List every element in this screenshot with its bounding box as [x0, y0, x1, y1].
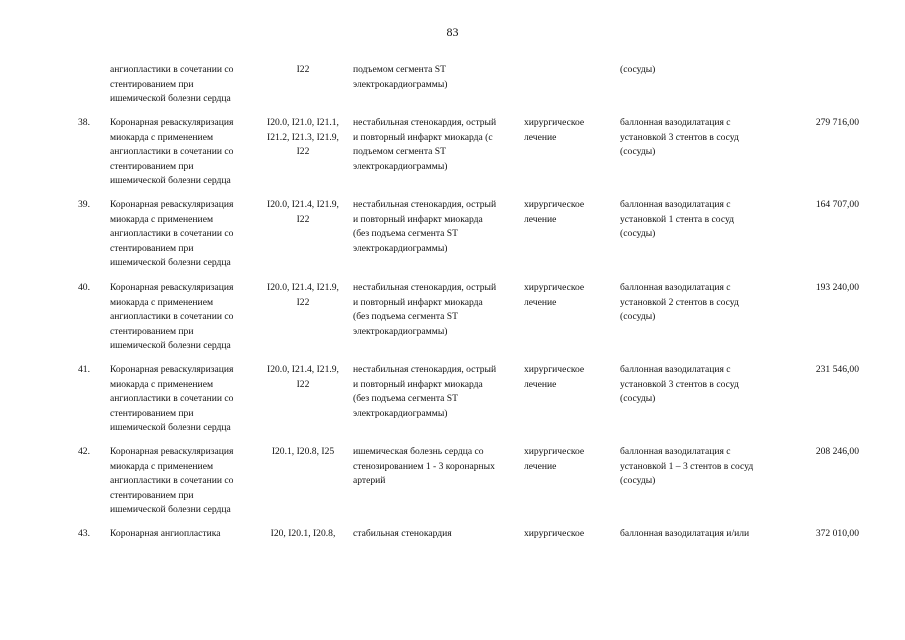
- cost-value: 164 707,00: [815, 199, 859, 210]
- patient-model: нестабильная стенокардия, острый и повторный инфаркт миокарда (без подъема сегмента ST электрокардиограммы): [353, 282, 497, 337]
- icd-codes: I20.0, I21.4, I21.9, I22: [267, 199, 339, 225]
- row-number: 40.: [78, 282, 90, 293]
- icd-codes: I20.0, I21.0, I21.1, I21.2, I21.3, I21.9, I22: [267, 117, 339, 158]
- page-number: 83: [446, 25, 459, 39]
- treatment-method: баллонная вазодилатация с установкой 1 стента в сосуд (сосуды): [620, 199, 735, 240]
- treatment-method: баллонная вазодилатация и/или: [620, 528, 750, 539]
- icd-codes: I22: [296, 64, 310, 75]
- treatment-method: (сосуды): [620, 64, 656, 75]
- patient-model: ишемическая болезнь сердца со стенозированием 1 - 3 коронарных артерий: [353, 446, 495, 487]
- cost-value: 193 240,00: [815, 282, 859, 293]
- cost-value: 372 010,00: [815, 528, 859, 539]
- row-number: 43.: [78, 528, 90, 539]
- treatment-type: хирургическое лечение: [524, 446, 585, 472]
- row-number: 39.: [78, 199, 90, 210]
- cost-value: 231 546,00: [815, 364, 859, 375]
- patient-model: нестабильная стенокардия, острый и повторный инфаркт миокарда (с подъемом сегмента ST электрокардиограммы): [353, 117, 497, 172]
- patient-model: нестабильная стенокардия, острый и повторный инфаркт миокарда (без подъема сегмента ST электрокардиограммы): [353, 199, 497, 254]
- row-number: 38.: [78, 117, 90, 128]
- treatment-type: хирургическое лечение: [524, 117, 585, 143]
- treatment-type: хирургическое лечение: [524, 199, 585, 225]
- treatment-type: хирургическое лечение: [524, 364, 585, 390]
- procedure-name: Коронарная реваскуляризация миокарда с применением ангиопластики в сочетании со стентированием при ишемической болезни сердца: [110, 446, 234, 516]
- treatment-method: баллонная вазодилатация с установкой 3 стентов в сосуд (сосуды): [620, 117, 739, 158]
- icd-codes: I20, I20.1, I20.8,: [270, 528, 336, 539]
- treatment-type: хирургическое лечение: [524, 282, 585, 308]
- procedure-name: Коронарная реваскуляризация миокарда с применением ангиопластики в сочетании со стентированием при ишемической болезни сердца: [110, 199, 234, 269]
- treatment-method: баллонная вазодилатация с установкой 2 стентов в сосуд (сосуды): [620, 282, 739, 323]
- patient-model: нестабильная стенокардия, острый и повторный инфаркт миокарда (без подъема сегмента ST электрокардиограммы): [353, 364, 497, 419]
- icd-codes: I20.1, I20.8, I25: [271, 446, 335, 457]
- procedure-name: ангиопластики в сочетании со стентированием при ишемической болезни сердца: [110, 64, 234, 105]
- icd-codes: I20.0, I21.4, I21.9, I22: [267, 364, 339, 390]
- procedure-name: Коронарная ангиопластика: [110, 528, 221, 539]
- row-number: 42.: [78, 446, 90, 457]
- cost-value: 279 716,00: [815, 117, 859, 128]
- procedure-name: Коронарная реваскуляризация миокарда с применением ангиопластики в сочетании со стентированием при ишемической болезни сердца: [110, 117, 234, 187]
- cost-value: 208 246,00: [815, 446, 859, 457]
- patient-model: стабильная стенокардия: [353, 528, 452, 539]
- treatment-method: баллонная вазодилатация с установкой 3 стентов в сосуд (сосуды): [620, 364, 739, 405]
- procedure-name: Коронарная реваскуляризация миокарда с применением ангиопластики в сочетании со стентированием при ишемической болезни сердца: [110, 282, 234, 352]
- row-number: 41.: [78, 364, 90, 375]
- patient-model: подъемом сегмента ST электрокардиограммы): [353, 64, 448, 90]
- icd-codes: I20.0, I21.4, I21.9, I22: [267, 282, 339, 308]
- treatment-method: баллонная вазодилатация с установкой 1 – 3 стентов в сосуд (сосуды): [620, 446, 754, 487]
- treatment-type: хирургическое: [524, 528, 585, 539]
- procedure-name: Коронарная реваскуляризация миокарда с применением ангиопластики в сочетании со стентированием при ишемической болезни сердца: [110, 364, 234, 434]
